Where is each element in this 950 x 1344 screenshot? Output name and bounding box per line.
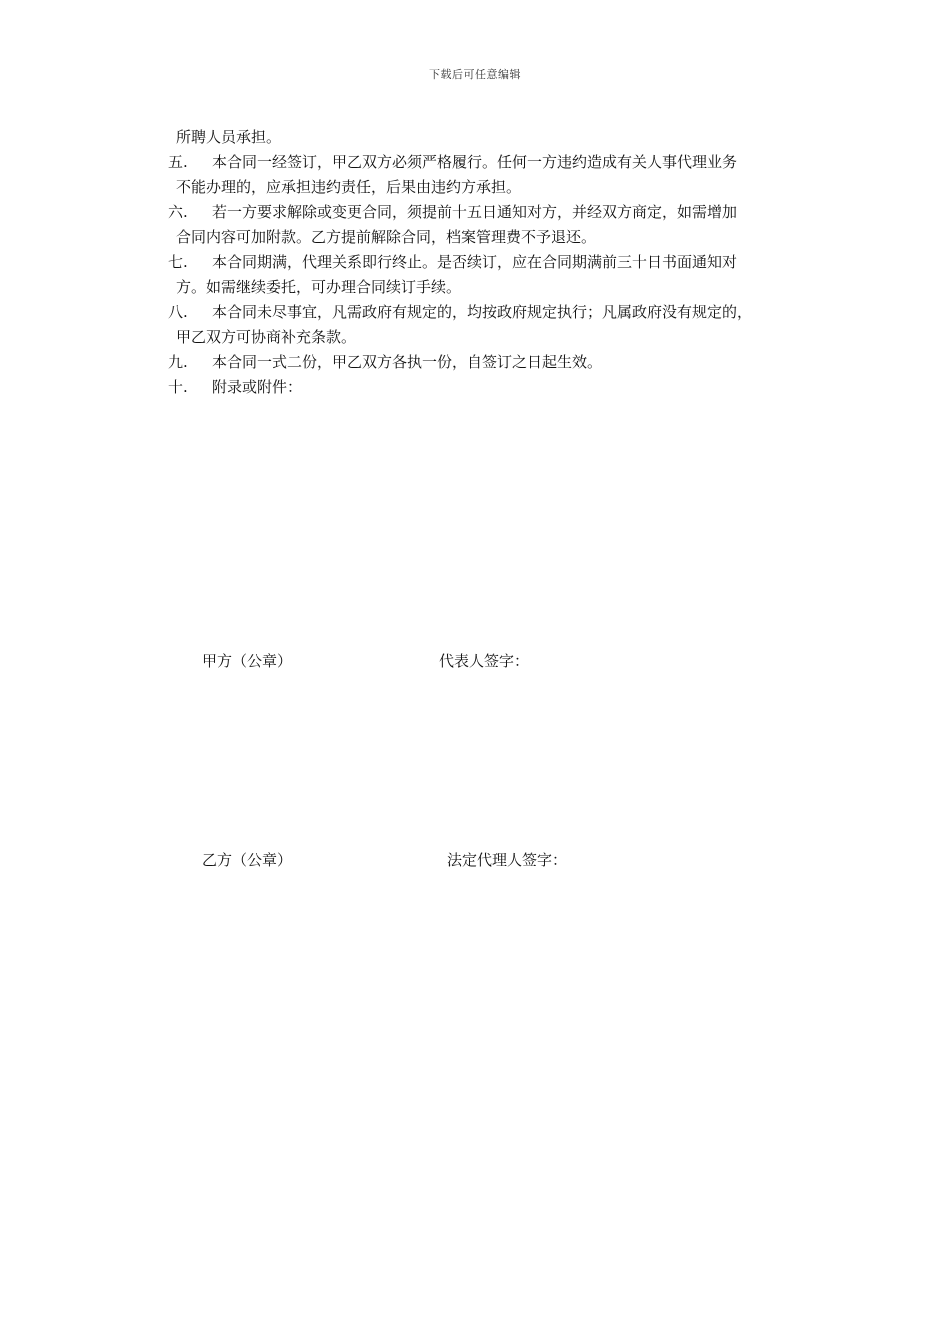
- clause-6: [168, 200, 828, 250]
- clause-text-line: 不能办理的，应承担违约责任，后果由违约方承担。: [176, 178, 522, 196]
- party-b-legal-agent-signature-label: 法定代理人签字：: [447, 851, 568, 869]
- clause-text-line: 本合同未尽事宜，凡需政府有规定的，均按政府规定执行；凡属政府没有规定的，: [212, 303, 753, 321]
- clause-text-line: 本合同期满，代理关系即行终止。是否续订，应在合同期满前三十日书面通知对: [212, 253, 738, 271]
- party-a-representative-signature-label: 代表人签字：: [439, 652, 530, 670]
- clause-text-line: 若一方要求解除或变更合同，须提前十五日通知对方，并经双方商定，如需增加: [212, 203, 738, 221]
- clause-number: 十.: [168, 378, 188, 396]
- clause-number: 九.: [168, 353, 188, 371]
- clause-10: [168, 375, 828, 400]
- clause-text-line: 本合同一式二份，甲乙双方各执一份，自签订之日起生效。: [212, 353, 603, 371]
- clause-number: 七.: [168, 253, 188, 271]
- page-header-note: 下载后可任意编辑: [429, 68, 521, 81]
- continuation-line: 所聘人员承担。: [176, 128, 282, 146]
- clause-text-line: 方。如需继续委托，可办理合同续订手续。: [176, 278, 462, 296]
- clause-number: 八.: [168, 303, 188, 321]
- clause-number: 六.: [168, 203, 188, 221]
- clause-text-line: 本合同一经签订，甲乙双方必须严格履行。任何一方违约造成有关人事代理业务: [212, 153, 738, 171]
- clause-text-line: 附录或附件：: [212, 378, 303, 396]
- clause-5: [168, 150, 828, 200]
- party-a-seal-label: 甲方（公章）: [202, 652, 293, 670]
- clause-9: [168, 350, 828, 375]
- clause-text-line: 甲乙双方可协商补充条款。: [176, 328, 357, 346]
- clause-text-line: 合同内容可加附款。乙方提前解除合同，档案管理费不予退还。: [176, 228, 597, 246]
- party-b-seal-label: 乙方（公章）: [202, 851, 293, 869]
- clause-7: [168, 250, 828, 300]
- clause-number: 五.: [168, 153, 188, 171]
- contract-body: [168, 125, 828, 400]
- clause-8: [168, 300, 828, 350]
